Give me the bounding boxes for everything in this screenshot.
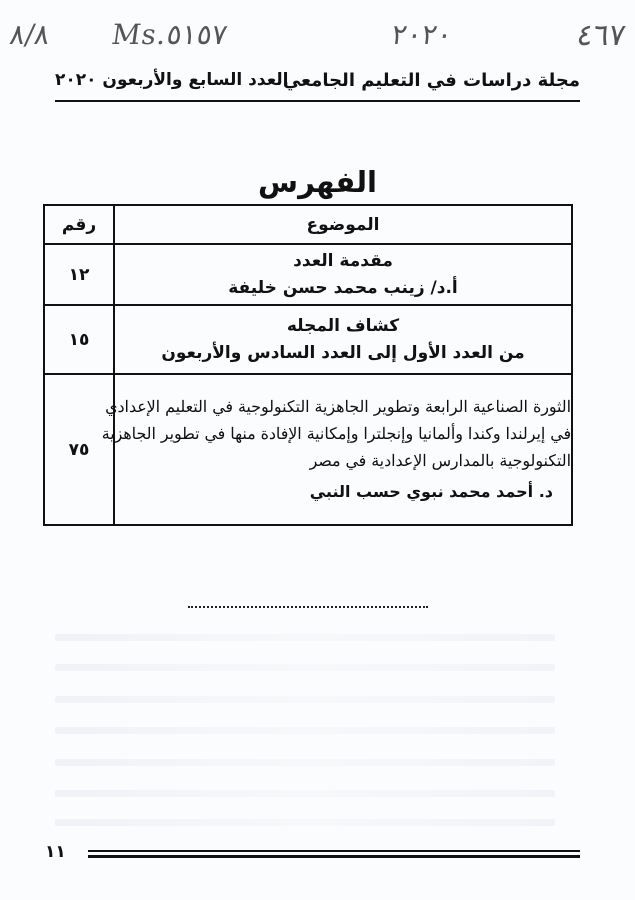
entry-page-number: ١٥: [44, 305, 114, 374]
entry-title: كشاف المجله: [286, 315, 400, 336]
topic-column-header: الموضوع: [114, 205, 572, 244]
table-row: [44, 305, 572, 374]
bleed-through-line: [55, 759, 555, 766]
research-title-line: الثورة الصناعية الرابعة وتطوير الجاهزية التكنولوجية في التعليم الإعدادي: [105, 397, 571, 416]
page-number: ١١: [45, 842, 66, 862]
table-header-row: [44, 205, 572, 244]
research-author: د. أحمد محمد نبوي حسب النبي: [309, 482, 553, 501]
table-row: [44, 244, 572, 305]
index-title: الفهرس: [258, 165, 377, 199]
entry-title: مقدمة العدد: [293, 250, 393, 271]
issue-label: العدد السابع والأربعون ٢٠٢٠: [55, 70, 289, 90]
bleed-through-line: [55, 664, 555, 671]
entry-topic-cell: [114, 244, 572, 305]
research-entry-cell: [101, 374, 572, 525]
entry-author: أ.د/ زينب محمد حسن خليفة: [228, 277, 458, 298]
handwritten-year: ٢٠٢٠: [389, 18, 455, 51]
research-title-line: في إيرلندا وكندا وألمانيا وإنجلترا وإمكانية الإفادة منها في تطوير الجاهزية: [101, 424, 571, 443]
page-column-header: رقم: [44, 205, 114, 244]
footer-rule: [88, 850, 580, 858]
table-row: [44, 374, 572, 525]
handwritten-page-mark: ٨/٨: [7, 18, 52, 51]
bleed-through-line: [55, 696, 555, 703]
entry-page-number: ١٢: [44, 244, 114, 305]
bleed-through-line: [55, 819, 555, 826]
research-title-line: التكنولوجية بالمدارس الإعدادية في مصر: [309, 451, 571, 470]
bleed-through-line: [55, 790, 555, 797]
entry-subtitle: من العدد الأول إلى العدد السادس والأربعون: [161, 342, 525, 363]
bleed-through-line: [55, 727, 555, 734]
entry-topic-cell: [114, 305, 572, 374]
handwritten-code: Ms.٥١٥٧: [109, 18, 230, 51]
table-of-contents: [43, 204, 573, 526]
bleed-through-line: [55, 634, 555, 641]
journal-header: [55, 68, 580, 102]
dotted-separator: [188, 606, 428, 608]
entry-page-number: ٧٥: [44, 374, 114, 525]
journal-title: مجلة دراسات في التعليم الجامعي: [282, 70, 580, 91]
handwritten-number: ٤٦٧: [574, 18, 628, 53]
